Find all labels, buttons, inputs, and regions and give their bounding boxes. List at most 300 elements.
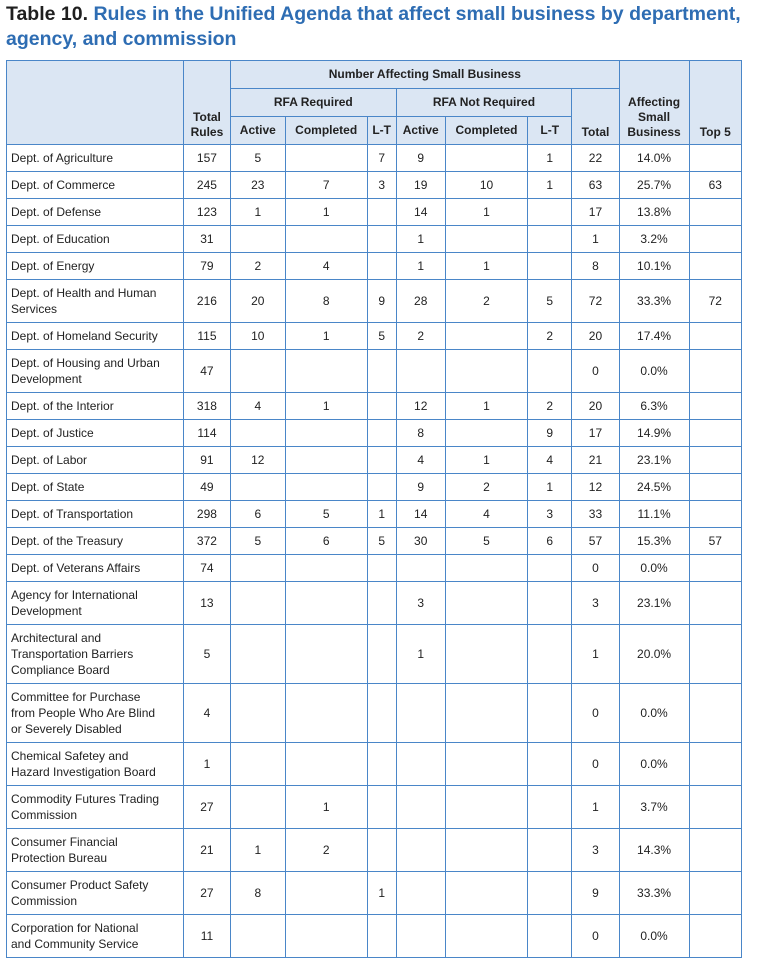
table-cell: 23 — [231, 172, 285, 199]
table-cell — [445, 323, 527, 350]
table-cell — [689, 145, 742, 172]
table-cell: 1 — [285, 199, 367, 226]
table-row — [7, 743, 742, 786]
table-cell: 13.8% — [619, 199, 689, 226]
table-cell: 123 — [183, 199, 230, 226]
table-cell — [445, 915, 527, 958]
table-cell: 9 — [367, 280, 396, 323]
table-row — [7, 447, 742, 474]
header-lt-required: L-T — [367, 117, 396, 145]
table-cell — [367, 829, 396, 872]
table-cell: 14.3% — [619, 829, 689, 872]
table-cell: 1 — [445, 393, 527, 420]
table-cell — [689, 226, 742, 253]
row-label — [7, 528, 184, 555]
table-cell — [396, 684, 445, 743]
table-cell: 10.1% — [619, 253, 689, 280]
row-label — [7, 172, 184, 199]
row-label-line: Chemical Safetey and — [11, 749, 129, 763]
table-cell — [445, 145, 527, 172]
table-cell: 245 — [183, 172, 230, 199]
header-total-rules-line2: Rules — [190, 125, 224, 139]
table-cell: 20 — [231, 280, 285, 323]
table-cell — [528, 350, 572, 393]
table-cell: 11 — [183, 915, 230, 958]
table-cell: 0 — [572, 555, 619, 582]
row-label — [7, 145, 184, 172]
table-cell: 14.0% — [619, 145, 689, 172]
table-cell — [396, 915, 445, 958]
header-rfa-required: RFA Required — [231, 89, 396, 117]
table-cell — [367, 743, 396, 786]
table-caption: Rules in the Unified Agenda that affect small business by department, agency, and commission — [6, 3, 741, 50]
table-cell: 9 — [572, 872, 619, 915]
table-row — [7, 172, 742, 199]
table-cell: 5 — [367, 323, 396, 350]
table-cell: 30 — [396, 528, 445, 555]
row-label-line: Development — [11, 604, 82, 618]
table-cell: 21 — [572, 447, 619, 474]
row-label-line: Dept. of Labor — [11, 453, 88, 467]
row-label — [7, 323, 184, 350]
row-label — [7, 501, 184, 528]
table-cell: 11.1% — [619, 501, 689, 528]
table-cell: 23.1% — [619, 582, 689, 625]
table-cell — [689, 420, 742, 447]
table-cell: 9 — [396, 474, 445, 501]
table-cell: 0 — [572, 743, 619, 786]
row-label — [7, 915, 184, 958]
table-row — [7, 393, 742, 420]
table-row — [7, 145, 742, 172]
header-total-rules-line1: Total — [193, 110, 221, 124]
header-lt-not-required: L-T — [528, 117, 572, 145]
table-cell — [445, 582, 527, 625]
row-label — [7, 684, 184, 743]
table-row — [7, 420, 742, 447]
table-cell — [689, 501, 742, 528]
row-label-line: Protection Bureau — [11, 851, 108, 865]
table-row — [7, 226, 742, 253]
table-cell — [367, 684, 396, 743]
table-cell: 0.0% — [619, 915, 689, 958]
table-cell — [396, 743, 445, 786]
table-cell — [528, 684, 572, 743]
table-cell: 4 — [183, 684, 230, 743]
table-cell — [689, 872, 742, 915]
table-cell: 2 — [445, 474, 527, 501]
table-row — [7, 323, 742, 350]
row-label-line: Dept. of Commerce — [11, 178, 116, 192]
row-label — [7, 582, 184, 625]
table-cell — [689, 447, 742, 474]
row-label-line: Commission — [11, 808, 78, 822]
table-cell — [367, 915, 396, 958]
table-cell: 3.2% — [619, 226, 689, 253]
table-cell — [528, 253, 572, 280]
table-cell: 216 — [183, 280, 230, 323]
table-row — [7, 829, 742, 872]
table-cell — [285, 872, 367, 915]
row-label — [7, 420, 184, 447]
table-cell — [231, 684, 285, 743]
header-group: Number Affecting Small Business — [231, 61, 620, 89]
table-cell: 17 — [572, 420, 619, 447]
row-label-line: Dept. of Health and Human — [11, 286, 157, 300]
row-label-line: Commission — [11, 894, 78, 908]
table-cell — [528, 582, 572, 625]
row-label — [7, 872, 184, 915]
table-cell: 74 — [183, 555, 230, 582]
header-affecting-line1: Affecting — [628, 95, 681, 109]
table-cell — [445, 420, 527, 447]
table-row — [7, 684, 742, 743]
table-cell: 6 — [528, 528, 572, 555]
row-label-line: Consumer Financial — [11, 835, 118, 849]
table-cell — [367, 625, 396, 684]
table-cell: 0.0% — [619, 350, 689, 393]
table-cell — [285, 582, 367, 625]
table-row — [7, 915, 742, 958]
table-cell — [528, 555, 572, 582]
table-cell: 1 — [367, 501, 396, 528]
table-cell: 20.0% — [619, 625, 689, 684]
table-cell: 20 — [572, 323, 619, 350]
row-label-line: Dept. of Housing and Urban — [11, 356, 160, 370]
row-label — [7, 555, 184, 582]
row-label-line: Dept. of Agriculture — [11, 151, 114, 165]
table-cell: 12 — [572, 474, 619, 501]
table-cell — [367, 474, 396, 501]
table-cell: 12 — [396, 393, 445, 420]
table-cell: 3 — [367, 172, 396, 199]
table-cell: 63 — [572, 172, 619, 199]
table-cell — [285, 743, 367, 786]
table-cell: 5 — [231, 528, 285, 555]
table-cell — [285, 555, 367, 582]
table-cell — [285, 420, 367, 447]
table-cell: 4 — [445, 501, 527, 528]
table-cell: 33.3% — [619, 872, 689, 915]
table-cell — [231, 350, 285, 393]
table-cell — [231, 555, 285, 582]
table-cell: 8 — [231, 872, 285, 915]
row-label-line: Compliance Board — [11, 663, 110, 677]
table-cell: 2 — [231, 253, 285, 280]
table-cell: 7 — [367, 145, 396, 172]
table-cell: 3 — [528, 501, 572, 528]
table-cell: 2 — [445, 280, 527, 323]
table-cell — [528, 829, 572, 872]
table-cell: 372 — [183, 528, 230, 555]
table-cell: 0.0% — [619, 743, 689, 786]
table-cell — [396, 829, 445, 872]
table-cell: 33.3% — [619, 280, 689, 323]
table-cell: 5 — [183, 625, 230, 684]
table-cell: 1 — [285, 786, 367, 829]
table-cell: 1 — [231, 829, 285, 872]
table-cell — [367, 447, 396, 474]
table-row — [7, 786, 742, 829]
table-cell — [231, 474, 285, 501]
table-cell — [396, 786, 445, 829]
table-row — [7, 872, 742, 915]
table-cell: 8 — [396, 420, 445, 447]
row-label-line: Dept. of Justice — [11, 426, 94, 440]
row-label — [7, 393, 184, 420]
table-cell: 72 — [572, 280, 619, 323]
table-cell: 298 — [183, 501, 230, 528]
header-active-not-required: Active — [396, 117, 445, 145]
table-cell — [689, 253, 742, 280]
rules-table — [6, 60, 742, 958]
table-cell — [528, 226, 572, 253]
table-cell: 1 — [445, 199, 527, 226]
table-cell — [689, 625, 742, 684]
row-label-line: Corporation for National — [11, 921, 139, 935]
table-cell: 9 — [396, 145, 445, 172]
table-cell — [445, 786, 527, 829]
table-cell — [528, 872, 572, 915]
table-cell — [231, 420, 285, 447]
table-cell: 4 — [285, 253, 367, 280]
table-cell — [445, 350, 527, 393]
table-cell: 27 — [183, 872, 230, 915]
table-cell: 5 — [285, 501, 367, 528]
row-label — [7, 829, 184, 872]
table-cell: 19 — [396, 172, 445, 199]
table-cell — [367, 199, 396, 226]
row-label — [7, 350, 184, 393]
table-cell — [528, 786, 572, 829]
table-body — [7, 145, 742, 958]
header-completed-not-required: Completed — [445, 117, 527, 145]
table-cell: 1 — [572, 625, 619, 684]
table-cell: 4 — [528, 447, 572, 474]
table-row — [7, 528, 742, 555]
row-label — [7, 474, 184, 501]
table-cell — [285, 915, 367, 958]
table-cell: 0 — [572, 684, 619, 743]
table-cell: 14.9% — [619, 420, 689, 447]
table-cell: 23.1% — [619, 447, 689, 474]
table-cell: 57 — [572, 528, 619, 555]
row-label-line: Consumer Product Safety — [11, 878, 149, 892]
table-cell: 47 — [183, 350, 230, 393]
row-label — [7, 280, 184, 323]
table-cell: 3 — [572, 582, 619, 625]
table-cell: 4 — [231, 393, 285, 420]
row-label-line: Development — [11, 372, 82, 386]
table-cell: 25.7% — [619, 172, 689, 199]
table-cell — [445, 743, 527, 786]
row-label — [7, 786, 184, 829]
row-label-line: Hazard Investigation Board — [11, 765, 156, 779]
table-cell: 7 — [285, 172, 367, 199]
table-row — [7, 253, 742, 280]
table-cell — [367, 582, 396, 625]
table-cell — [367, 420, 396, 447]
table-cell — [367, 253, 396, 280]
row-label-line: Dept. of Transportation — [11, 507, 134, 521]
table-title — [6, 2, 758, 52]
table-cell: 1 — [396, 625, 445, 684]
table-cell — [689, 555, 742, 582]
table-cell: 27 — [183, 786, 230, 829]
table-cell: 2 — [285, 829, 367, 872]
table-cell: 6.3% — [619, 393, 689, 420]
table-cell: 49 — [183, 474, 230, 501]
table-cell: 8 — [285, 280, 367, 323]
table-cell — [285, 226, 367, 253]
header-active-required: Active — [231, 117, 285, 145]
row-label-line: Dept. of Defense — [11, 205, 102, 219]
row-label-line: Dept. of the Interior — [11, 399, 114, 413]
table-cell — [231, 582, 285, 625]
row-label-line: or Severely Disabled — [11, 722, 122, 736]
table-cell — [689, 582, 742, 625]
table-row — [7, 280, 742, 323]
table-cell — [396, 555, 445, 582]
table-cell — [689, 350, 742, 393]
table-cell: 1 — [528, 172, 572, 199]
table-cell: 1 — [231, 199, 285, 226]
table-cell: 1 — [367, 872, 396, 915]
table-number: Table 10. — [6, 3, 89, 25]
table-cell: 21 — [183, 829, 230, 872]
table-cell: 3.7% — [619, 786, 689, 829]
table-row — [7, 474, 742, 501]
table-cell — [285, 474, 367, 501]
table-cell — [285, 447, 367, 474]
table-cell — [231, 625, 285, 684]
row-label-line: Dept. of State — [11, 480, 85, 494]
table-cell: 5 — [231, 145, 285, 172]
header-total-rules — [183, 61, 230, 145]
table-cell: 4 — [396, 447, 445, 474]
table-cell — [367, 350, 396, 393]
table-cell: 0.0% — [619, 684, 689, 743]
table-cell: 6 — [285, 528, 367, 555]
row-label-line: Architectural and — [11, 631, 102, 645]
header-blank — [7, 61, 184, 145]
table-cell — [396, 872, 445, 915]
header-affecting-line2: Small — [638, 110, 671, 124]
table-cell — [689, 199, 742, 226]
table-cell: 3 — [396, 582, 445, 625]
table-row — [7, 350, 742, 393]
header-rfa-not-required: RFA Not Required — [396, 89, 572, 117]
row-label — [7, 226, 184, 253]
table-cell: 115 — [183, 323, 230, 350]
row-label-line: Services — [11, 302, 58, 316]
table-row — [7, 582, 742, 625]
table-cell — [231, 786, 285, 829]
table-cell — [367, 786, 396, 829]
table-cell: 6 — [231, 501, 285, 528]
table-cell — [528, 915, 572, 958]
row-label-line: Dept. of Homeland Security — [11, 329, 158, 343]
table-cell: 63 — [689, 172, 742, 199]
table-row — [7, 625, 742, 684]
row-label — [7, 743, 184, 786]
table-cell — [689, 474, 742, 501]
table-cell: 1 — [183, 743, 230, 786]
table-cell — [445, 684, 527, 743]
header-affecting — [619, 61, 689, 145]
table-cell — [528, 199, 572, 226]
table-row — [7, 501, 742, 528]
row-label — [7, 253, 184, 280]
table-cell — [528, 743, 572, 786]
table-cell: 5 — [528, 280, 572, 323]
row-label-line: and Community Service — [11, 937, 139, 951]
table-cell: 8 — [572, 253, 619, 280]
table-row — [7, 555, 742, 582]
row-label-line: Dept. of Education — [11, 232, 110, 246]
table-cell: 17.4% — [619, 323, 689, 350]
table-cell — [689, 743, 742, 786]
table-cell: 17 — [572, 199, 619, 226]
table-cell: 1 — [445, 253, 527, 280]
table-row — [7, 199, 742, 226]
table-cell — [445, 829, 527, 872]
table-cell — [285, 145, 367, 172]
table-cell: 114 — [183, 420, 230, 447]
table-cell — [285, 350, 367, 393]
row-label-line: Agency for International — [11, 588, 138, 602]
table-cell: 10 — [445, 172, 527, 199]
row-label-line: Committee for Purchase — [11, 690, 141, 704]
row-label — [7, 199, 184, 226]
table-cell — [689, 684, 742, 743]
table-cell: 10 — [231, 323, 285, 350]
table-cell — [689, 915, 742, 958]
row-label-line: Commodity Futures Trading — [11, 792, 160, 806]
table-cell — [445, 625, 527, 684]
header-total: Total — [572, 89, 619, 145]
table-cell — [285, 684, 367, 743]
table-cell — [528, 625, 572, 684]
table-cell: 0.0% — [619, 555, 689, 582]
table-cell — [689, 786, 742, 829]
table-cell: 1 — [572, 786, 619, 829]
table-cell — [367, 226, 396, 253]
row-label-line: from People Who Are Blind — [11, 706, 156, 720]
table-cell — [689, 393, 742, 420]
table-cell — [445, 872, 527, 915]
table-cell: 79 — [183, 253, 230, 280]
table-cell — [367, 555, 396, 582]
table-cell: 1 — [285, 393, 367, 420]
table-cell: 5 — [445, 528, 527, 555]
table-cell: 13 — [183, 582, 230, 625]
table-cell: 14 — [396, 501, 445, 528]
table-cell: 157 — [183, 145, 230, 172]
table-cell — [285, 625, 367, 684]
table-cell: 72 — [689, 280, 742, 323]
table-cell — [445, 226, 527, 253]
table-cell: 1 — [445, 447, 527, 474]
table-cell: 28 — [396, 280, 445, 323]
table-cell — [689, 829, 742, 872]
table-cell — [231, 743, 285, 786]
header-completed-required: Completed — [285, 117, 367, 145]
table-cell: 1 — [396, 253, 445, 280]
table-cell: 1 — [285, 323, 367, 350]
table-cell — [445, 555, 527, 582]
table-cell: 3 — [572, 829, 619, 872]
